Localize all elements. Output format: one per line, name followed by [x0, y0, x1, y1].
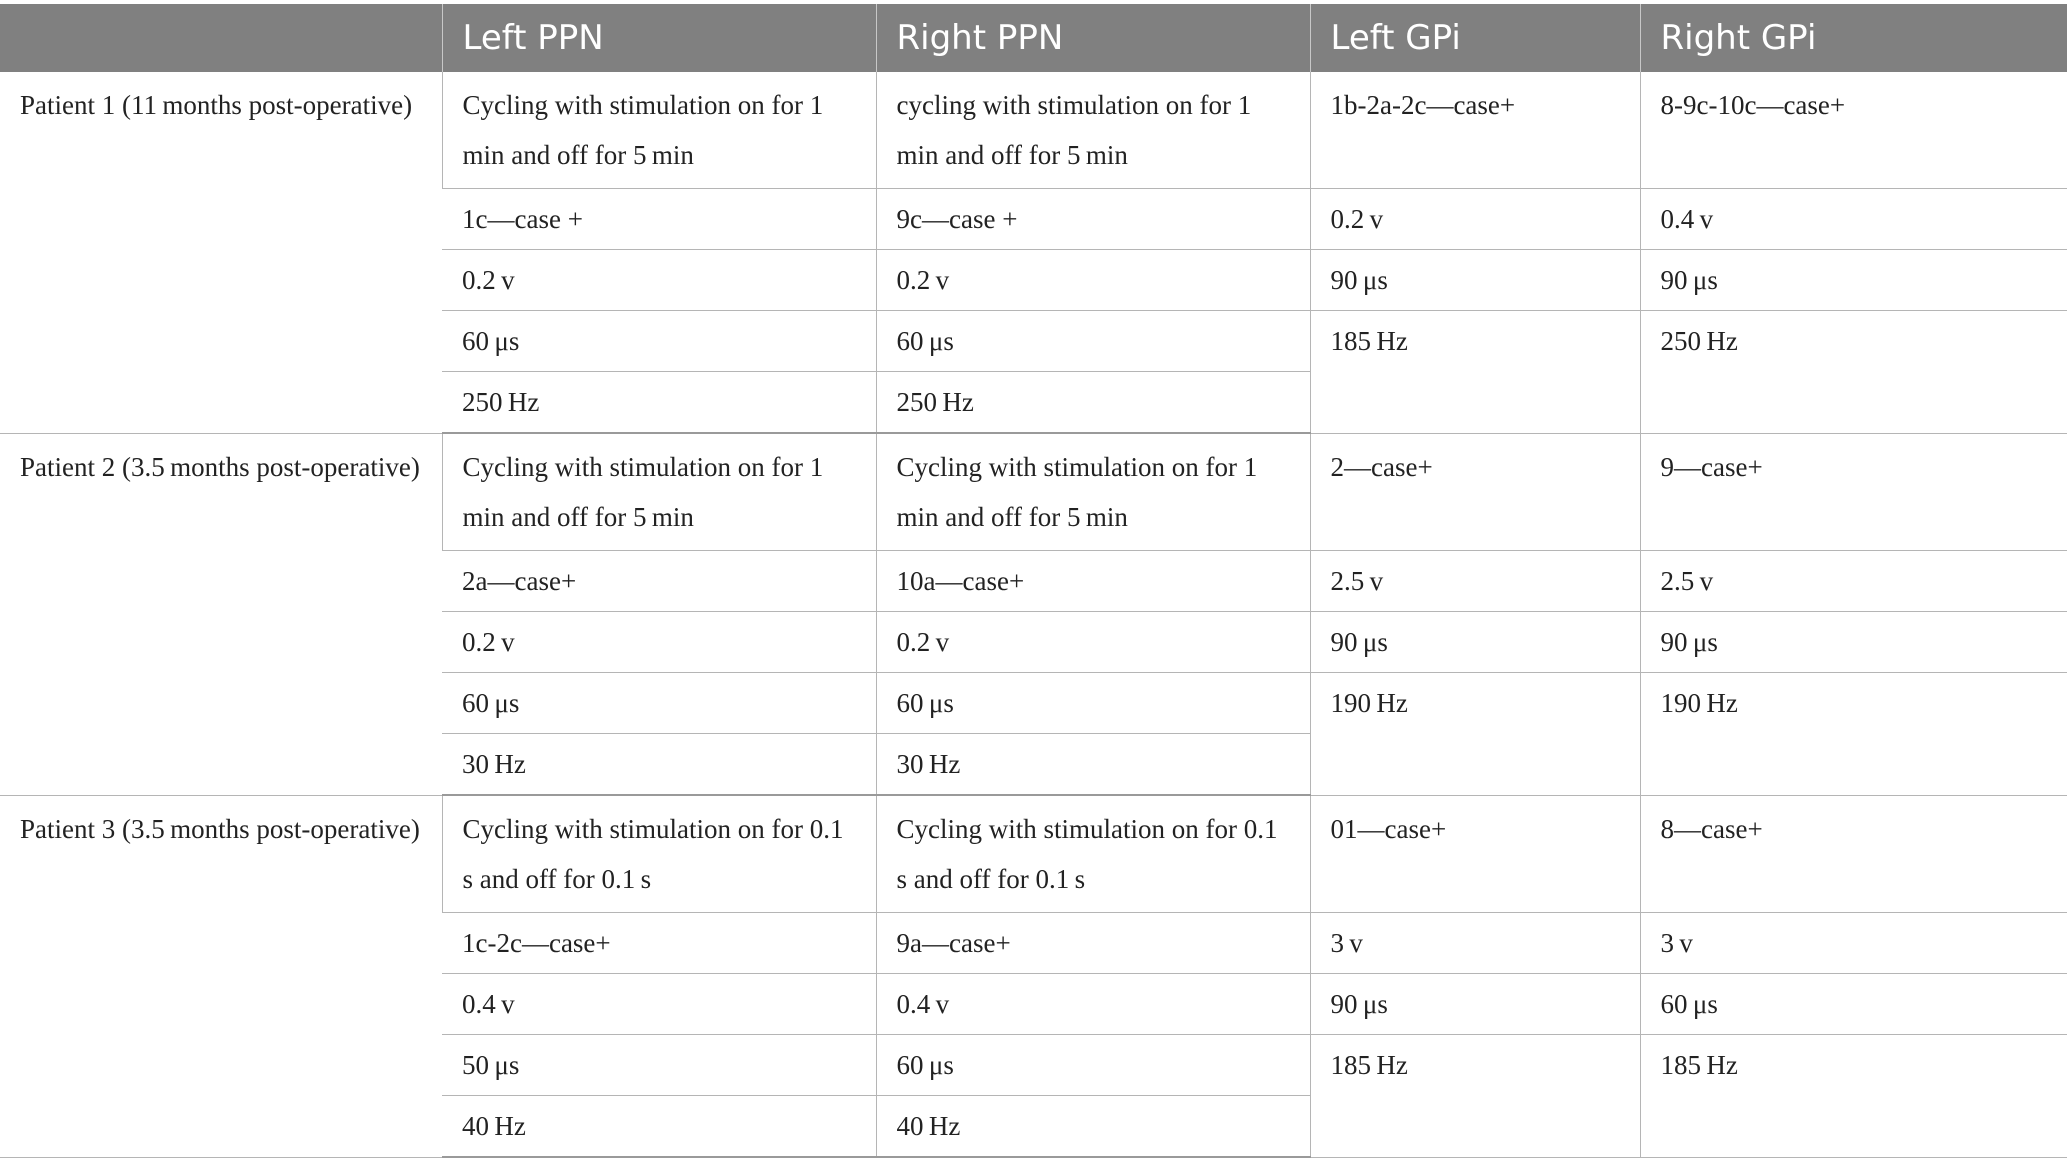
- table-row: [0, 433, 2067, 551]
- table-row: [0, 795, 2067, 913]
- left-ppn-mode: Cycling with stimulation on for 1 min and off for 5 min: [442, 433, 876, 551]
- left-ppn-frequency: 30 Hz: [442, 734, 876, 796]
- left-ppn-pulse-width: 60 μs: [442, 311, 876, 372]
- right-gpi-frequency: 185 Hz: [1640, 1035, 2067, 1158]
- right-ppn-mode: Cycling with stimulation on for 1 min and off for 5 min: [876, 433, 1310, 551]
- left-gpi-amplitude: 2.5 v: [1310, 551, 1640, 612]
- left-ppn-amplitude: 0.2 v: [442, 612, 876, 673]
- left-ppn-amplitude: 0.2 v: [442, 250, 876, 311]
- right-gpi-contact: 8-9c-10c—case+: [1640, 72, 2067, 189]
- left-gpi-pulse-width: 90 μs: [1310, 612, 1640, 673]
- left-ppn-mode: Cycling with stimulation on for 0.1 s and off for 0.1 s: [442, 795, 876, 913]
- left-gpi-contact: 2—case+: [1310, 433, 1640, 551]
- right-gpi-amplitude: 2.5 v: [1640, 551, 2067, 612]
- right-gpi-pulse-width: 90 μs: [1640, 250, 2067, 311]
- header-left-ppn: Left PPN: [442, 4, 876, 72]
- right-ppn-pulse-width: 60 μs: [876, 311, 1310, 372]
- right-ppn-mode: cycling with stimulation on for 1 min and off for 5 min: [876, 72, 1310, 189]
- left-gpi-pulse-width: 90 μs: [1310, 250, 1640, 311]
- left-gpi-contact: 1b-2a-2c—case+: [1310, 72, 1640, 189]
- right-gpi-amplitude: 0.4 v: [1640, 189, 2067, 250]
- right-gpi-contact: 9—case+: [1640, 433, 2067, 551]
- right-ppn-amplitude: 0.4 v: [876, 974, 1310, 1035]
- left-ppn-frequency: 40 Hz: [442, 1096, 876, 1158]
- right-gpi-frequency: 190 Hz: [1640, 673, 2067, 796]
- right-ppn-mode: Cycling with stimulation on for 0.1 s and off for 0.1 s: [876, 795, 1310, 913]
- left-gpi-frequency: 185 Hz: [1310, 1035, 1640, 1158]
- right-ppn-frequency: 40 Hz: [876, 1096, 1310, 1158]
- left-gpi-frequency: 190 Hz: [1310, 673, 1640, 796]
- right-ppn-amplitude: 0.2 v: [876, 612, 1310, 673]
- patient-label: Patient 1 (11 months post-operative): [0, 72, 442, 433]
- header-patient: [0, 4, 442, 72]
- left-gpi-frequency: 185 Hz: [1310, 311, 1640, 434]
- header-row: [0, 4, 2067, 72]
- right-gpi-frequency: 250 Hz: [1640, 311, 2067, 434]
- right-ppn-frequency: 250 Hz: [876, 372, 1310, 434]
- stimulation-parameters-table: [0, 4, 2067, 1158]
- table-header: [0, 4, 2067, 72]
- right-ppn-contact: 10a—case+: [876, 551, 1310, 612]
- left-ppn-contact: 1c—case +: [442, 189, 876, 250]
- left-gpi-contact: 01—case+: [1310, 795, 1640, 913]
- right-gpi-pulse-width: 90 μs: [1640, 612, 2067, 673]
- right-ppn-amplitude: 0.2 v: [876, 250, 1310, 311]
- table-body: [0, 72, 2067, 1157]
- left-gpi-amplitude: 0.2 v: [1310, 189, 1640, 250]
- patient-label: Patient 2 (3.5 months post-operative): [0, 433, 442, 795]
- left-gpi-pulse-width: 90 μs: [1310, 974, 1640, 1035]
- left-gpi-amplitude: 3 v: [1310, 913, 1640, 974]
- right-gpi-amplitude: 3 v: [1640, 913, 2067, 974]
- right-ppn-pulse-width: 60 μs: [876, 1035, 1310, 1096]
- right-gpi-contact: 8—case+: [1640, 795, 2067, 913]
- left-ppn-frequency: 250 Hz: [442, 372, 876, 434]
- right-gpi-pulse-width: 60 μs: [1640, 974, 2067, 1035]
- left-ppn-mode: Cycling with stimulation on for 1 min and off for 5 min: [442, 72, 876, 189]
- right-ppn-pulse-width: 60 μs: [876, 673, 1310, 734]
- left-ppn-amplitude: 0.4 v: [442, 974, 876, 1035]
- patient-label: Patient 3 (3.5 months post-operative): [0, 795, 442, 1157]
- left-ppn-pulse-width: 60 μs: [442, 673, 876, 734]
- header-right-gpi: Right GPi: [1640, 4, 2067, 72]
- left-ppn-contact: 2a—case+: [442, 551, 876, 612]
- header-left-gpi: Left GPi: [1310, 4, 1640, 72]
- table-row: [0, 72, 2067, 189]
- right-ppn-contact: 9a—case+: [876, 913, 1310, 974]
- right-ppn-contact: 9c—case +: [876, 189, 1310, 250]
- left-ppn-contact: 1c-2c—case+: [442, 913, 876, 974]
- header-right-ppn: Right PPN: [876, 4, 1310, 72]
- left-ppn-pulse-width: 50 μs: [442, 1035, 876, 1096]
- right-ppn-frequency: 30 Hz: [876, 734, 1310, 796]
